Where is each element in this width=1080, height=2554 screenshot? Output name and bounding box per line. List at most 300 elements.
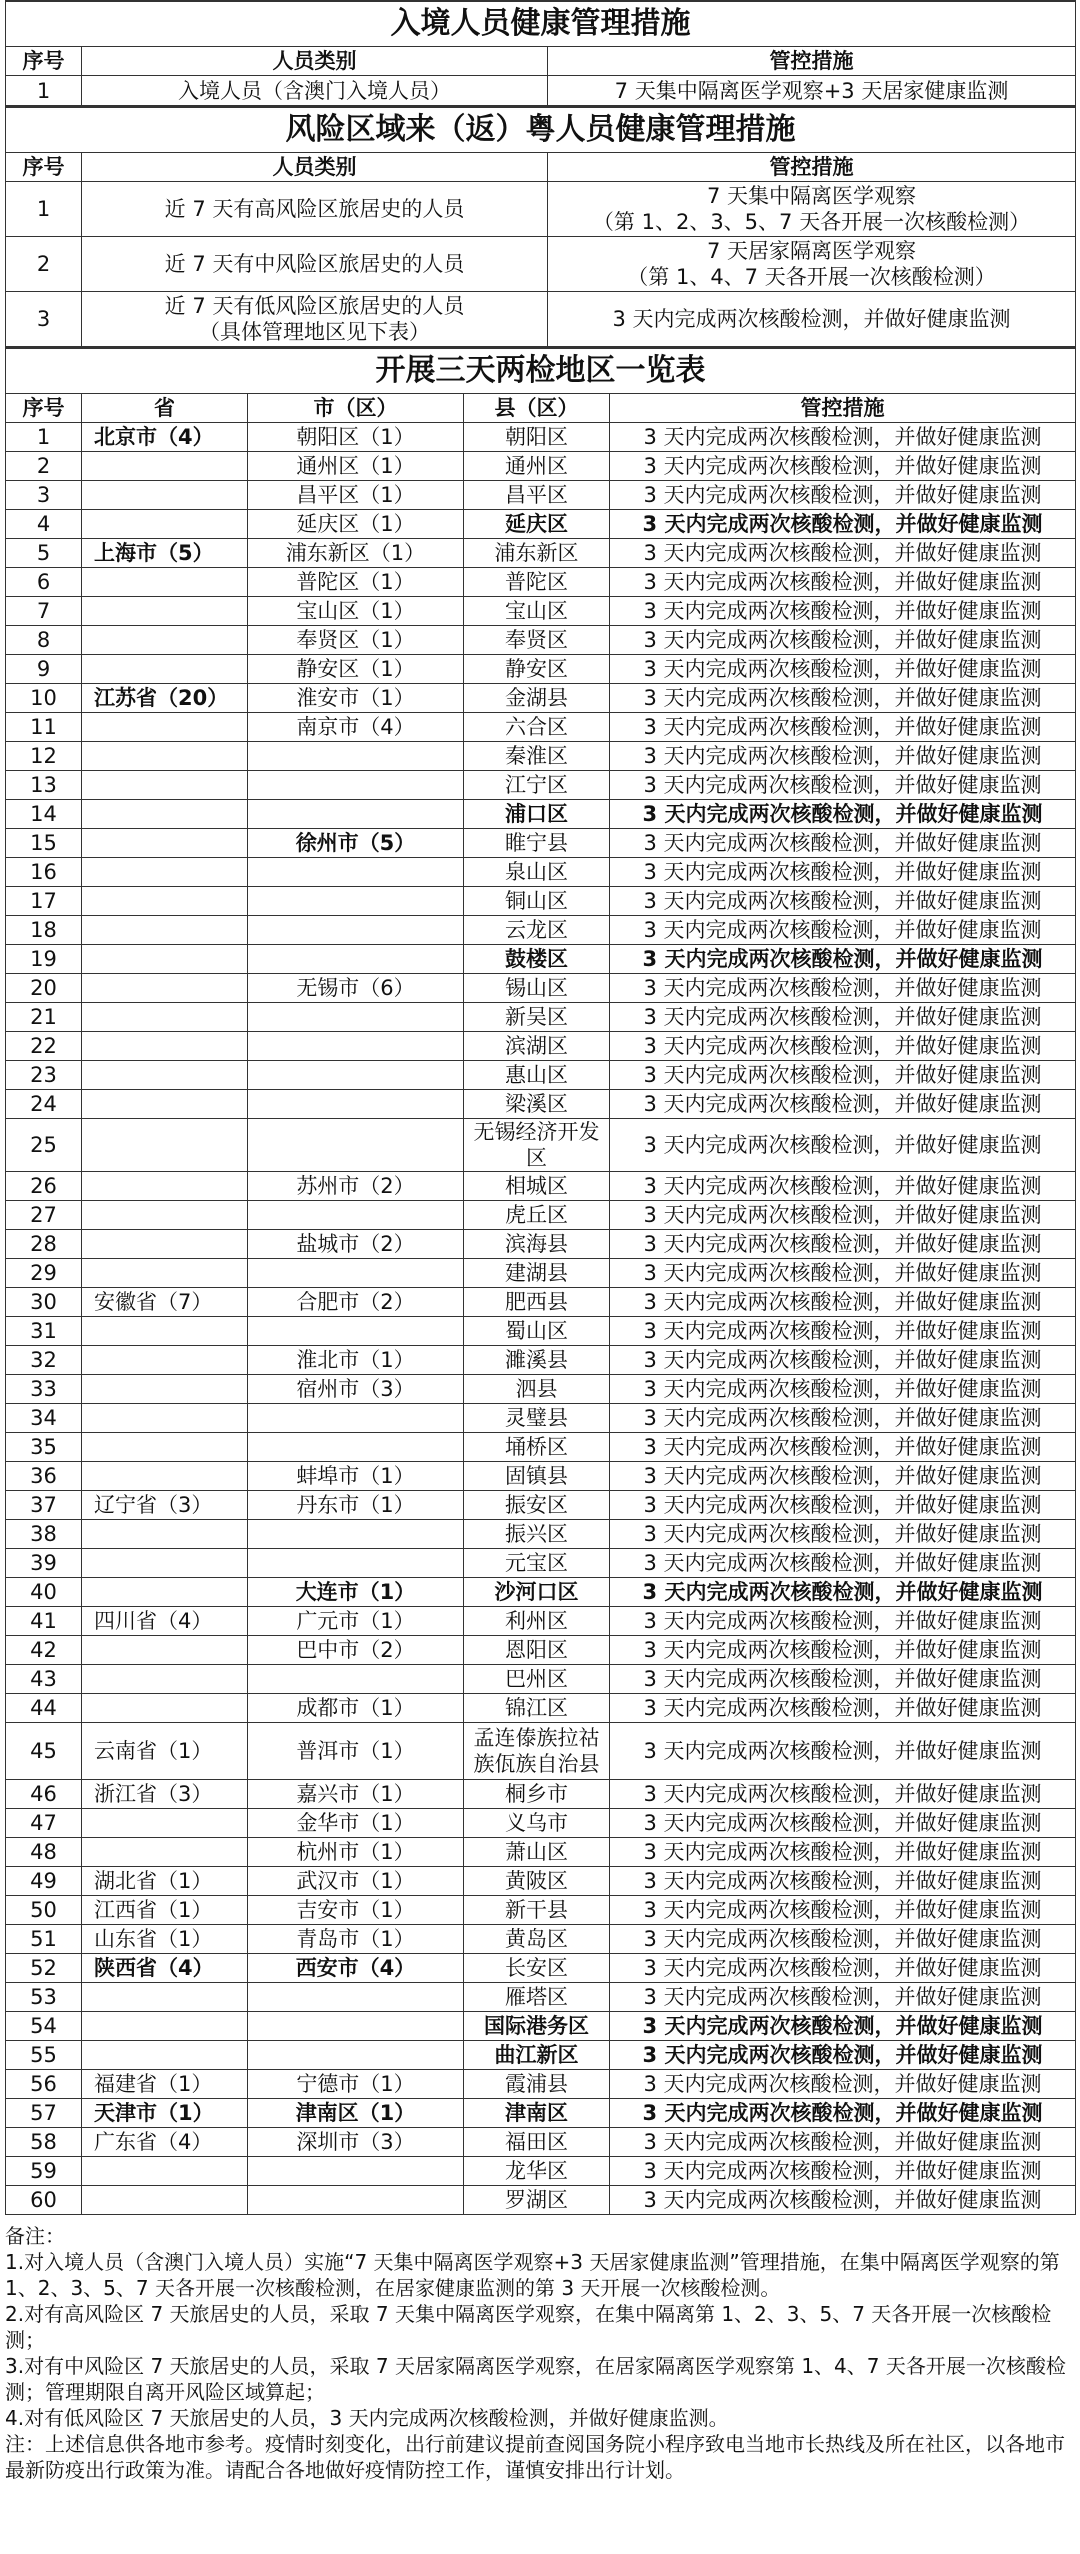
row-county: 浦东新区 (464, 539, 610, 568)
row-province: 江苏省（20） (82, 684, 248, 713)
row-city (248, 1317, 464, 1346)
row-measure: 3 天内完成两次核酸检测，并做好健康监测 (610, 539, 1076, 568)
row-province (82, 713, 248, 742)
table-row (6, 568, 1076, 597)
row-province (82, 1462, 248, 1491)
row-province (82, 1694, 248, 1723)
row-province (82, 1404, 248, 1433)
table-row (6, 1119, 1076, 1172)
row-province (82, 800, 248, 829)
note-item: 4.对有低风险区 7 天旅居史的人员，3 天内完成两次核酸检测，并做好健康监测。 (5, 2406, 729, 2430)
row-measure: 3 天内完成两次核酸检测，并做好健康监测 (610, 1867, 1076, 1896)
row-no: 41 (6, 1607, 82, 1636)
row-no: 1 (6, 76, 82, 106)
row-no: 46 (6, 1780, 82, 1809)
row-no: 33 (6, 1375, 82, 1404)
row-province (82, 1090, 248, 1119)
row-measure: 3 天内完成两次核酸检测，并做好健康监测 (548, 292, 1076, 347)
row-province (82, 481, 248, 510)
table-row (6, 1809, 1076, 1838)
row-county: 建湖县 (464, 1259, 610, 1288)
row-no: 38 (6, 1520, 82, 1549)
row-measure: 3 天内完成两次核酸检测，并做好健康监测 (610, 1780, 1076, 1809)
row-county: 肥西县 (464, 1288, 610, 1317)
row-no: 59 (6, 2157, 82, 2186)
row-county: 六合区 (464, 713, 610, 742)
row-no: 58 (6, 2128, 82, 2157)
table-row (6, 1723, 1076, 1780)
row-county: 孟连傣族拉祜 族佤族自治县 (464, 1723, 610, 1780)
row-no: 45 (6, 1723, 82, 1780)
row-county: 铜山区 (464, 887, 610, 916)
row-county: 雁塔区 (464, 1983, 610, 2012)
row-county: 江宁区 (464, 771, 610, 800)
row-city (248, 2041, 464, 2070)
row-province: 浙江省（3） (82, 1780, 248, 1809)
row-province (82, 2186, 248, 2215)
note-item: 注：上述信息供各地市参考。疫情时刻变化，出行前建议提前查阅国务院小程序致电当地市长热线及所在社区，以各地市最新防疫出行政策为准。请配合各地做好疫情防控工作，谨慎安排出行计划。 (5, 2432, 1065, 2482)
row-county: 灵璧县 (464, 1404, 610, 1433)
row-city: 武汉市（1） (248, 1867, 464, 1896)
row-province: 安徽省（7） (82, 1288, 248, 1317)
row-province (82, 568, 248, 597)
row-county: 普陀区 (464, 568, 610, 597)
table-row (6, 655, 1076, 684)
row-no: 53 (6, 1983, 82, 2012)
table-row (6, 1549, 1076, 1578)
row-province (82, 1809, 248, 1838)
row-county: 黄陂区 (464, 1867, 610, 1896)
header-measure: 管控措施 (610, 394, 1076, 423)
table-row (6, 1317, 1076, 1346)
table-row (6, 858, 1076, 887)
row-province (82, 597, 248, 626)
row-province (82, 887, 248, 916)
row-province: 辽宁省（3） (82, 1491, 248, 1520)
row-city: 无锡市（6） (248, 974, 464, 1003)
row-county: 滨湖区 (464, 1032, 610, 1061)
table-row (6, 974, 1076, 1003)
table-row (6, 829, 1076, 858)
row-city: 大连市（1） (248, 1578, 464, 1607)
row-city: 普陀区（1） (248, 568, 464, 597)
row-city: 静安区（1） (248, 655, 464, 684)
row-county: 埇桥区 (464, 1433, 610, 1462)
row-province (82, 1578, 248, 1607)
row-measure: 3 天内完成两次核酸检测，并做好健康监测 (610, 2128, 1076, 2157)
table-row (6, 1954, 1076, 1983)
row-no: 3 (6, 292, 82, 347)
row-city (248, 2012, 464, 2041)
row-no: 10 (6, 684, 82, 713)
row-no: 2 (6, 452, 82, 481)
row-measure: 3 天内完成两次核酸检测，并做好健康监测 (610, 1636, 1076, 1665)
table-row (6, 2128, 1076, 2157)
row-province: 湖北省（1） (82, 1867, 248, 1896)
row-county: 新吴区 (464, 1003, 610, 1032)
row-no: 48 (6, 1838, 82, 1867)
table-row (6, 2070, 1076, 2099)
row-measure: 3 天内完成两次核酸检测，并做好健康监测 (610, 1549, 1076, 1578)
row-province (82, 945, 248, 974)
row-no: 35 (6, 1433, 82, 1462)
row-no: 30 (6, 1288, 82, 1317)
row-city (248, 742, 464, 771)
row-city (248, 800, 464, 829)
row-province: 四川省（4） (82, 1607, 248, 1636)
row-city: 金华市（1） (248, 1809, 464, 1838)
header-no: 序号 (6, 394, 82, 423)
row-measure: 3 天内完成两次核酸检测，并做好健康监测 (610, 742, 1076, 771)
row-city: 延庆区（1） (248, 510, 464, 539)
row-measure: 3 天内完成两次核酸检测，并做好健康监测 (610, 1896, 1076, 1925)
header-city: 市（区） (248, 394, 464, 423)
risk-area-measures-table (5, 106, 1076, 347)
table-row (6, 916, 1076, 945)
row-no: 22 (6, 1032, 82, 1061)
row-measure: 3 天内完成两次核酸检测，并做好健康监测 (610, 2041, 1076, 2070)
table-row (6, 887, 1076, 916)
row-county: 昌平区 (464, 481, 610, 510)
row-province (82, 742, 248, 771)
row-no: 16 (6, 858, 82, 887)
row-measure: 3 天内完成两次核酸检测，并做好健康监测 (610, 481, 1076, 510)
row-county: 长安区 (464, 1954, 610, 1983)
notes (5, 2223, 1075, 2483)
row-no: 43 (6, 1665, 82, 1694)
table-row (6, 481, 1076, 510)
row-measure: 3 天内完成两次核酸检测，并做好健康监测 (610, 887, 1076, 916)
row-no: 1 (6, 182, 82, 237)
table-row (6, 1375, 1076, 1404)
row-no: 15 (6, 829, 82, 858)
row-no: 57 (6, 2099, 82, 2128)
row-province (82, 1665, 248, 1694)
row-county: 蜀山区 (464, 1317, 610, 1346)
row-county: 相城区 (464, 1172, 610, 1201)
row-city: 朝阳区（1） (248, 423, 464, 452)
row-city: 淮北市（1） (248, 1346, 464, 1375)
row-no: 19 (6, 945, 82, 974)
table-row (6, 1462, 1076, 1491)
row-measure: 3 天内完成两次核酸检测，并做好健康监测 (610, 452, 1076, 481)
row-city: 吉安市（1） (248, 1896, 464, 1925)
header-measure: 管控措施 (548, 153, 1076, 182)
row-measure: 3 天内完成两次核酸检测，并做好健康监测 (610, 771, 1076, 800)
row-measure: 3 天内完成两次核酸检测，并做好健康监测 (610, 1462, 1076, 1491)
table-row (6, 2012, 1076, 2041)
row-measure: 3 天内完成两次核酸检测，并做好健康监测 (610, 1925, 1076, 1954)
row-measure: 3 天内完成两次核酸检测，并做好健康监测 (610, 1694, 1076, 1723)
row-county: 濉溪县 (464, 1346, 610, 1375)
row-measure: 3 天内完成两次核酸检测，并做好健康监测 (610, 1172, 1076, 1201)
table-row (6, 1983, 1076, 2012)
header-measure: 管控措施 (548, 47, 1076, 76)
row-city: 南京市（4） (248, 713, 464, 742)
row-category: 入境人员（含澳门入境人员） (82, 76, 548, 106)
row-measure: 3 天内完成两次核酸检测，并做好健康监测 (610, 1578, 1076, 1607)
row-measure: 3 天内完成两次核酸检测，并做好健康监测 (610, 597, 1076, 626)
row-county: 义乌市 (464, 1809, 610, 1838)
row-measure: 3 天内完成两次核酸检测，并做好健康监测 (610, 829, 1076, 858)
row-measure: 3 天内完成两次核酸检测，并做好健康监测 (610, 2099, 1076, 2128)
row-city: 昌平区（1） (248, 481, 464, 510)
table-row (6, 1061, 1076, 1090)
row-measure: 3 天内完成两次核酸检测，并做好健康监测 (610, 2070, 1076, 2099)
row-measure: 7 天居家隔离医学观察 （第 1、4、7 天各开展一次核酸检测） (548, 237, 1076, 292)
table-row (6, 1520, 1076, 1549)
row-county: 萧山区 (464, 1838, 610, 1867)
row-province (82, 510, 248, 539)
table-row (6, 423, 1076, 452)
table-row (6, 76, 1076, 106)
row-measure: 3 天内完成两次核酸检测，并做好健康监测 (610, 423, 1076, 452)
row-measure: 3 天内完成两次核酸检测，并做好健康监测 (610, 1032, 1076, 1061)
table-row (6, 1172, 1076, 1201)
row-no: 40 (6, 1578, 82, 1607)
row-measure: 3 天内完成两次核酸检测，并做好健康监测 (610, 1259, 1076, 1288)
row-province (82, 1317, 248, 1346)
table-row (6, 713, 1076, 742)
row-measure: 3 天内完成两次核酸检测，并做好健康监测 (610, 684, 1076, 713)
row-measure: 3 天内完成两次核酸检测，并做好健康监测 (610, 1491, 1076, 1520)
row-city (248, 887, 464, 916)
section3-title: 开展三天两检地区一览表 (6, 348, 1076, 394)
row-measure: 3 天内完成两次核酸检测，并做好健康监测 (610, 2012, 1076, 2041)
row-province (82, 1201, 248, 1230)
row-county: 睢宁县 (464, 829, 610, 858)
row-city: 蚌埠市（1） (248, 1462, 464, 1491)
row-province (82, 1003, 248, 1032)
row-county: 朝阳区 (464, 423, 610, 452)
row-measure: 3 天内完成两次核酸检测，并做好健康监测 (610, 510, 1076, 539)
row-measure: 3 天内完成两次核酸检测，并做好健康监测 (610, 1809, 1076, 1838)
note-item: 1.对入境人员（含澳门入境人员）实施“7 天集中隔离医学观察+3 天居家健康监测”管理措施，在集中隔离医学观察的第 1、2、3、5、7 天各开展一次核酸检测，在居家健康监测的第 3 天开展一次核酸检测。 (5, 2250, 1060, 2300)
row-county: 福田区 (464, 2128, 610, 2157)
row-city (248, 1061, 464, 1090)
table-row (6, 742, 1076, 771)
row-county: 黄岛区 (464, 1925, 610, 1954)
row-measure: 3 天内完成两次核酸检测，并做好健康监测 (610, 1607, 1076, 1636)
row-city: 杭州市（1） (248, 1838, 464, 1867)
row-province (82, 1983, 248, 2012)
header-county: 县（区） (464, 394, 610, 423)
row-county: 无锡经济开发区 (464, 1119, 610, 1172)
row-city: 淮安市（1） (248, 684, 464, 713)
table-row (6, 1578, 1076, 1607)
table-row (6, 1201, 1076, 1230)
row-province (82, 1433, 248, 1462)
row-city: 成都市（1） (248, 1694, 464, 1723)
row-measure: 3 天内完成两次核酸检测，并做好健康监测 (610, 1665, 1076, 1694)
row-province (82, 916, 248, 945)
row-measure: 7 天集中隔离医学观察 （第 1、2、3、5、7 天各开展一次核酸检测） (548, 182, 1076, 237)
row-province: 广东省（4） (82, 2128, 248, 2157)
row-city: 通州区（1） (248, 452, 464, 481)
row-no: 51 (6, 1925, 82, 1954)
row-no: 9 (6, 655, 82, 684)
table-row (6, 771, 1076, 800)
row-city: 宿州市（3） (248, 1375, 464, 1404)
row-county: 锦江区 (464, 1694, 610, 1723)
row-no: 26 (6, 1172, 82, 1201)
row-city: 徐州市（5） (248, 829, 464, 858)
table-row (6, 182, 1076, 237)
row-province (82, 771, 248, 800)
row-measure: 3 天内完成两次核酸检测，并做好健康监测 (610, 1119, 1076, 1172)
row-no: 4 (6, 510, 82, 539)
row-no: 49 (6, 1867, 82, 1896)
row-city: 巴中市（2） (248, 1636, 464, 1665)
table-row (6, 1867, 1076, 1896)
row-no: 27 (6, 1201, 82, 1230)
table-row (6, 1032, 1076, 1061)
row-county: 振安区 (464, 1491, 610, 1520)
row-province (82, 626, 248, 655)
row-city: 盐城市（2） (248, 1230, 464, 1259)
row-county: 泗县 (464, 1375, 610, 1404)
table-row (6, 1636, 1076, 1665)
table-row (6, 945, 1076, 974)
row-measure: 3 天内完成两次核酸检测，并做好健康监测 (610, 2157, 1076, 2186)
row-county: 梁溪区 (464, 1090, 610, 1119)
row-province (82, 1230, 248, 1259)
row-measure: 3 天内完成两次核酸检测，并做好健康监测 (610, 1375, 1076, 1404)
row-measure: 3 天内完成两次核酸检测，并做好健康监测 (610, 1723, 1076, 1780)
row-city: 青岛市（1） (248, 1925, 464, 1954)
row-province (82, 1838, 248, 1867)
table-row (6, 1838, 1076, 1867)
row-city (248, 1090, 464, 1119)
row-county: 云龙区 (464, 916, 610, 945)
header-no: 序号 (6, 47, 82, 76)
row-measure: 3 天内完成两次核酸检测，并做好健康监测 (610, 713, 1076, 742)
header-category: 人员类别 (82, 153, 548, 182)
row-measure: 3 天内完成两次核酸检测，并做好健康监测 (610, 626, 1076, 655)
row-county: 沙河口区 (464, 1578, 610, 1607)
row-measure: 3 天内完成两次核酸检测，并做好健康监测 (610, 1288, 1076, 1317)
row-measure: 3 天内完成两次核酸检测，并做好健康监测 (610, 1201, 1076, 1230)
row-city: 西安市（4） (248, 1954, 464, 1983)
row-no: 5 (6, 539, 82, 568)
row-no: 44 (6, 1694, 82, 1723)
row-measure: 3 天内完成两次核酸检测，并做好健康监测 (610, 945, 1076, 974)
row-no: 25 (6, 1119, 82, 1172)
row-province: 云南省（1） (82, 1723, 248, 1780)
table-row (6, 237, 1076, 292)
table-row (6, 1896, 1076, 1925)
row-measure: 3 天内完成两次核酸检测，并做好健康监测 (610, 916, 1076, 945)
row-province (82, 1032, 248, 1061)
row-province (82, 2157, 248, 2186)
row-city (248, 945, 464, 974)
row-measure: 3 天内完成两次核酸检测，并做好健康监测 (610, 1838, 1076, 1867)
row-no: 7 (6, 597, 82, 626)
row-city (248, 916, 464, 945)
row-county: 滨海县 (464, 1230, 610, 1259)
table-row (6, 1665, 1076, 1694)
row-county: 元宝区 (464, 1549, 610, 1578)
table-row (6, 510, 1076, 539)
row-measure: 3 天内完成两次核酸检测，并做好健康监测 (610, 1433, 1076, 1462)
row-measure: 3 天内完成两次核酸检测，并做好健康监测 (610, 1954, 1076, 1983)
row-no: 54 (6, 2012, 82, 2041)
header-category: 人员类别 (82, 47, 548, 76)
regions-table-body (6, 423, 1076, 2215)
row-measure: 3 天内完成两次核酸检测，并做好健康监测 (610, 1090, 1076, 1119)
row-province: 山东省（1） (82, 1925, 248, 1954)
section1-title: 入境人员健康管理措施 (6, 1, 1076, 47)
row-province (82, 974, 248, 1003)
row-county: 鼓楼区 (464, 945, 610, 974)
row-no: 60 (6, 2186, 82, 2215)
table-row (6, 684, 1076, 713)
table-row (6, 1694, 1076, 1723)
row-measure: 3 天内完成两次核酸检测，并做好健康监测 (610, 974, 1076, 1003)
row-province (82, 1259, 248, 1288)
row-no: 17 (6, 887, 82, 916)
row-county: 桐乡市 (464, 1780, 610, 1809)
row-province: 陕西省（4） (82, 1954, 248, 1983)
table-row (6, 1003, 1076, 1032)
row-city (248, 1259, 464, 1288)
row-city (248, 1549, 464, 1578)
row-county: 浦口区 (464, 800, 610, 829)
row-province (82, 1346, 248, 1375)
table-row (6, 597, 1076, 626)
row-no: 18 (6, 916, 82, 945)
row-county: 秦淮区 (464, 742, 610, 771)
row-no: 36 (6, 1462, 82, 1491)
row-city: 浦东新区（1） (248, 539, 464, 568)
row-no: 8 (6, 626, 82, 655)
row-measure: 3 天内完成两次核酸检测，并做好健康监测 (610, 2186, 1076, 2215)
row-city: 广元市（1） (248, 1607, 464, 1636)
row-city: 合肥市（2） (248, 1288, 464, 1317)
row-city: 津南区（1） (248, 2099, 464, 2128)
row-city (248, 1119, 464, 1172)
row-county: 新干县 (464, 1896, 610, 1925)
row-city (248, 1032, 464, 1061)
row-city (248, 1003, 464, 1032)
table-row (6, 2099, 1076, 2128)
row-province: 福建省（1） (82, 2070, 248, 2099)
row-province: 北京市（4） (82, 423, 248, 452)
row-province (82, 858, 248, 887)
header-no: 序号 (6, 153, 82, 182)
row-county: 罗湖区 (464, 2186, 610, 2215)
row-city: 宝山区（1） (248, 597, 464, 626)
row-measure: 3 天内完成两次核酸检测，并做好健康监测 (610, 568, 1076, 597)
table-row (6, 1925, 1076, 1954)
row-no: 42 (6, 1636, 82, 1665)
row-no: 14 (6, 800, 82, 829)
table-row (6, 2157, 1076, 2186)
table-row (6, 1259, 1076, 1288)
row-county: 宝山区 (464, 597, 610, 626)
row-no: 12 (6, 742, 82, 771)
row-category: 近 7 天有低风险区旅居史的人员 （具体管理地区见下表） (82, 292, 548, 347)
row-province (82, 655, 248, 684)
row-province (82, 829, 248, 858)
row-province: 江西省（1） (82, 1896, 248, 1925)
row-no: 37 (6, 1491, 82, 1520)
row-city: 丹东市（1） (248, 1491, 464, 1520)
row-measure: 3 天内完成两次核酸检测，并做好健康监测 (610, 1230, 1076, 1259)
row-no: 47 (6, 1809, 82, 1838)
table-row (6, 1607, 1076, 1636)
row-no: 55 (6, 2041, 82, 2070)
